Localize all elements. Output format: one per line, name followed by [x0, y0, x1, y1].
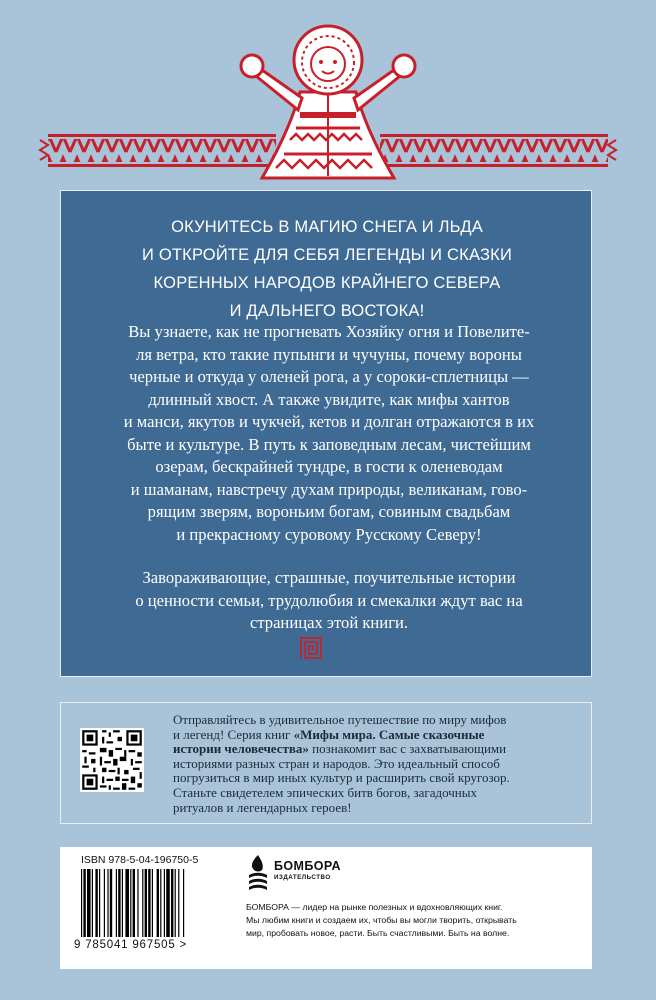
publisher-line: БОМБОРА — лидер на рынке полезных и вдохновляющих книг.: [246, 902, 503, 912]
barcode-bar: [133, 869, 135, 937]
bombora-logo-icon: [246, 853, 270, 891]
paragraph-line: рящим зверям, вороньим богам, совиным свадьбам: [147, 502, 511, 521]
barcode-bar: [107, 869, 108, 937]
barcode-bar: [130, 869, 131, 937]
barcode-bar: [104, 869, 105, 937]
paragraph-line: страницах этой книги.: [249, 613, 409, 632]
series-title-part: истории человечества»: [173, 741, 309, 757]
barcode-bar: [118, 869, 120, 937]
paragraph-line: озерам, бескрайней тундре, в гости к оленеводам: [155, 457, 503, 476]
barcode-bar: [160, 869, 161, 937]
barcode: [79, 869, 215, 937]
barcode-digits: 9 785041 967505 >: [74, 939, 188, 951]
barcode-bar: [81, 869, 82, 937]
paragraph-line: ля ветра, кто такие пупынги и чучуны, почему вороны: [136, 344, 522, 364]
publisher-line: Мы любим книги и создаем их, чтобы вы могли творить, открывать: [246, 915, 517, 925]
barcode-bar: [116, 869, 117, 937]
publisher-description: [246, 901, 586, 940]
barcode-bar: [157, 869, 159, 937]
barcode-bar: [125, 869, 129, 937]
closing-paragraph: [89, 567, 569, 635]
headline: [61, 213, 593, 325]
series-line: Станьте свидетелем эпических битв богов, загадочных: [173, 784, 477, 800]
meander-ornament-icon: [300, 637, 322, 659]
paragraph-line: и шаманам, навстречу духам природы, великанам, гово-: [130, 479, 528, 499]
series-text-part: и легенд! Серия книг: [173, 726, 294, 742]
folk-girl-emblem: [0, 0, 656, 190]
series-line: Отправляйтесь в удивительное путешествие по миру мифов: [173, 712, 507, 727]
barcode-bar: [175, 869, 176, 937]
headline-line: И ОТКРОЙТЕ ДЛЯ СЕБЯ ЛЕГЕНДЫ И СКАЗКИ: [141, 246, 513, 264]
barcode-bar: [110, 869, 112, 937]
paragraph-line: и прекрасному суровому Русскому Северу!: [176, 524, 482, 544]
barcode-bar: [152, 869, 153, 937]
paragraph-line: о ценности семьи, трудолюбия и смекалки ждут вас на: [135, 590, 523, 610]
barcode-bar: [183, 869, 184, 937]
paragraph-line: Завораживающие, страшные, поучительные истории: [142, 568, 516, 587]
publisher-panel: [60, 847, 592, 969]
barcode-bar: [87, 869, 91, 937]
annotation-box: [60, 190, 592, 677]
series-description: [173, 713, 593, 815]
barcode-bar: [92, 869, 93, 937]
paragraph-line: быте и культуре. В путь к заповедным лесам, чистейшим: [127, 434, 531, 454]
isbn-label: ISBN 978-5-04-196750-5: [81, 854, 199, 866]
publisher-subtitle: ИЗДАТЕЛЬСТВО: [274, 874, 331, 881]
barcode-bar: [137, 869, 138, 937]
series-line: историями разных стран и народов. Это идеальный способ: [173, 755, 500, 771]
qr-code[interactable]: [80, 728, 144, 792]
series-line: ритуалов и легендарных героев!: [173, 799, 352, 815]
barcode-bar: [171, 869, 173, 937]
barcode-bar: [95, 869, 97, 937]
description-paragraph: [89, 321, 569, 546]
barcode-bar: [145, 869, 147, 937]
barcode-bar: [164, 869, 165, 937]
publisher-line: мир, пробовать новое, расти. Быть счастливыми. Быть на волне.: [246, 928, 510, 938]
series-text-part: познакомит вас с захватывающими: [308, 741, 507, 757]
paragraph-line: и манси, якутов и чукчей, кетов и долган отражаются в их: [123, 412, 535, 431]
paragraph-line: черные и откуда у оленей рога, а у сороки-сплетницы —: [129, 367, 529, 386]
headline-line: И ДАЛЬНЕГО ВОСТОКА!: [229, 302, 425, 320]
barcode-bar: [148, 869, 150, 937]
barcode-bar: [166, 869, 170, 937]
barcode-bar: [99, 869, 100, 937]
barcode-bar: [142, 869, 143, 937]
barcode-bar: [178, 869, 179, 937]
paragraph-line: Вы узнаете, как не прогневать Хозяйку огня и Повелите-: [128, 322, 530, 341]
series-line: [173, 728, 593, 743]
series-info-box: [60, 702, 592, 824]
series-line: [173, 742, 593, 757]
publisher-name: БОМБОРА: [274, 859, 341, 873]
headline-line: КОРЕННЫХ НАРОДОВ КРАЙНЕГО СЕВЕРА: [153, 274, 501, 292]
barcode-bar: [122, 869, 123, 937]
series-title-part: «Мифы мира. Самые сказочные: [293, 726, 485, 742]
barcode-bar: [83, 869, 85, 937]
headline-line: ОКУНИТЕСЬ В МАГИЮ СНЕГА И ЛЬДА: [171, 218, 483, 236]
series-line: погрузиться в мир иных культур и расширить свой кругозор.: [173, 770, 510, 786]
paragraph-line: длинный хвост. А также увидите, как мифы хантов: [148, 389, 510, 409]
